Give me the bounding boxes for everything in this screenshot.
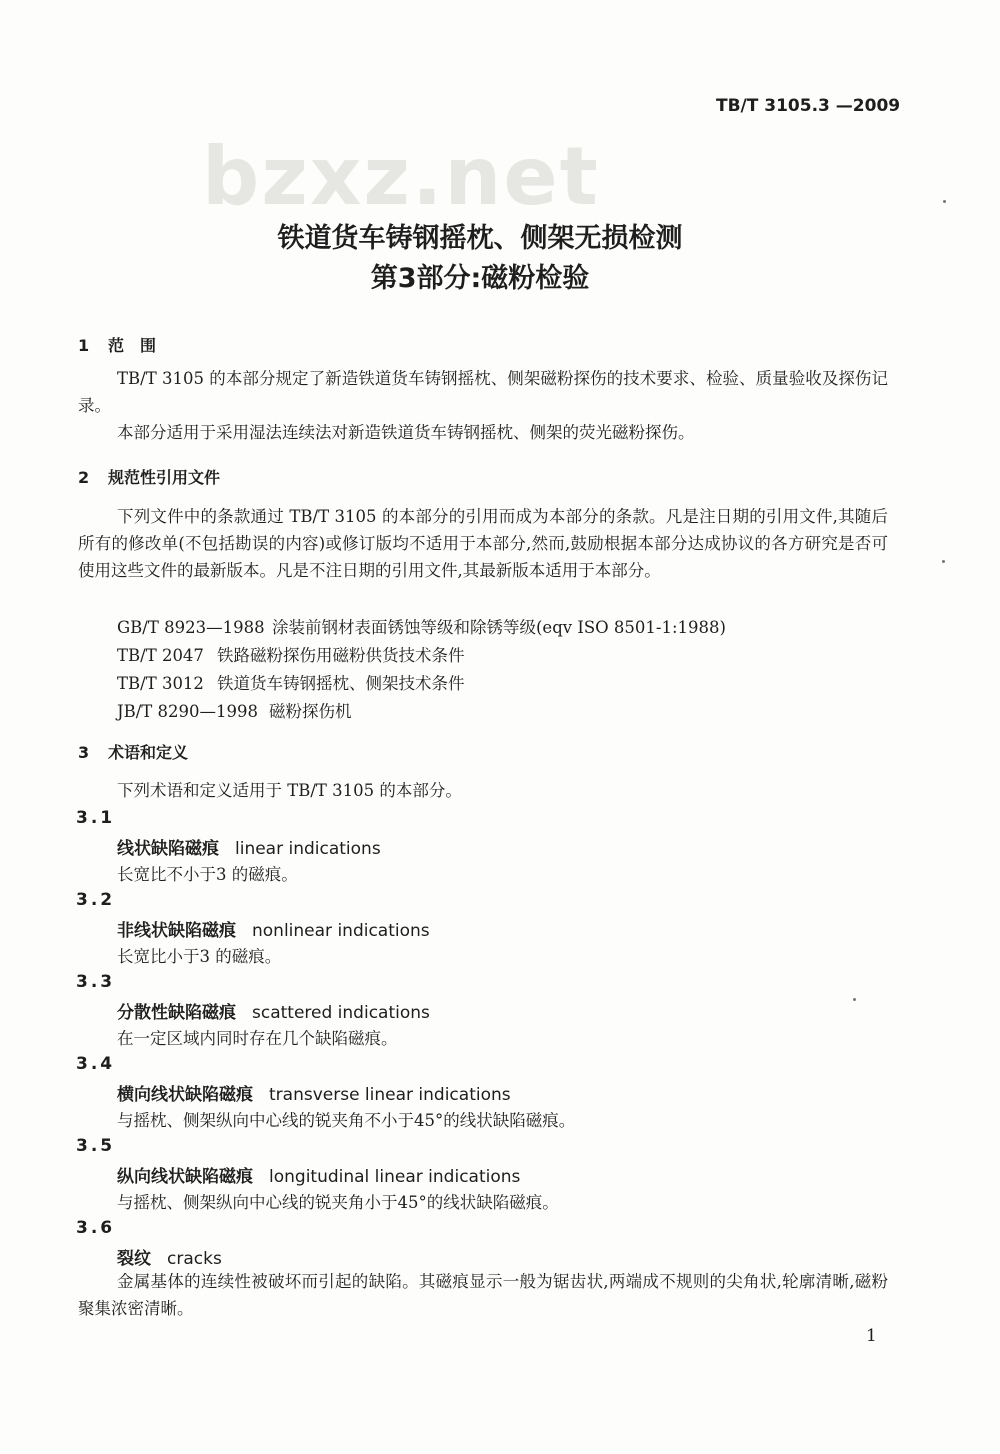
scan-speck — [943, 200, 946, 203]
term-chinese: 横向线状缺陷磁痕 — [117, 1085, 253, 1105]
term-definition: 金属基体的连续性被破坏而引起的缺陷。其磁痕显示一般为锯齿状,两端成不规则的尖角状,轮廓清晰,磁粉聚集浓密清晰。 — [78, 1272, 888, 1318]
clause-number: 3.1 — [76, 808, 116, 828]
section-number: 1 — [78, 336, 90, 355]
section-number: 3 — [78, 743, 90, 762]
reference-title: 铁道货车铸钢摇枕、侧架技术条件 — [217, 674, 465, 693]
term-english: linear indications — [235, 839, 381, 859]
section-title: 范 围 — [108, 336, 157, 355]
reference-code: TB/T 3012 — [117, 674, 204, 693]
reference-code: JB/T 8290—1998 — [117, 702, 259, 721]
reference-item — [117, 642, 465, 666]
term-english: cracks — [167, 1249, 222, 1269]
term-heading — [117, 1244, 222, 1269]
clause-number: 3.5 — [76, 1136, 116, 1156]
term-english: nonlinear indications — [252, 921, 430, 941]
term-heading — [117, 1162, 520, 1187]
term-heading — [117, 916, 430, 941]
reference-title: 磁粉探伤机 — [269, 702, 352, 721]
term-english: transverse linear indications — [269, 1085, 511, 1105]
term-definition: 在一定区域内同时存在几个缺陷磁痕。 — [117, 1029, 398, 1048]
reference-item — [117, 670, 465, 694]
term-definition: 长宽比不小于3 的磁痕。 — [117, 865, 298, 884]
section-1-paragraph-1: TB/T 3105 的本部分规定了新造铁道货车铸钢摇枕、侧架磁粉探伤的技术要求、检验、质量验收及探伤记录。 — [78, 369, 888, 415]
page-number: 1 — [866, 1326, 877, 1346]
term-chinese: 分散性缺陷磁痕 — [117, 1003, 236, 1023]
standard-code: TB/T 3105.3 —2009 — [716, 96, 901, 116]
section-2-paragraph: 下列文件中的条款通过 TB/T 3105 的本部分的引用而成为本部分的条款。凡是注日期的引用文件,其随后所有的修改单(不包括勘误的内容)或修订版均不适用于本部分,然而,鼓励根据本部分达成协议的各方研究是否可使用这些文件的最新版本。凡是不注日期的引用文件,其最新版本适用于本部分。 — [78, 507, 888, 580]
term-definition: 长宽比小于3 的磁痕。 — [117, 947, 282, 966]
scan-speck — [853, 998, 856, 1001]
term-heading — [117, 998, 430, 1023]
section-title: 术语和定义 — [108, 743, 189, 762]
section-title: 规范性引用文件 — [108, 468, 221, 487]
document-title-line2: 第3部分:磁粉检验 — [370, 263, 590, 294]
reference-item — [117, 698, 352, 722]
reference-code: TB/T 2047 — [117, 646, 204, 665]
scan-speck — [942, 560, 945, 563]
term-chinese: 纵向线状缺陷磁痕 — [117, 1167, 253, 1187]
section-2-heading — [78, 465, 220, 488]
section-number: 2 — [78, 468, 90, 487]
term-english: longitudinal linear indications — [269, 1167, 521, 1187]
section-1-heading — [78, 333, 156, 356]
clause-number: 3.3 — [76, 972, 116, 992]
term-chinese: 非线状缺陷磁痕 — [117, 921, 236, 941]
section-1-paragraph-2: 本部分适用于采用湿法连续法对新造铁道货车铸钢摇枕、侧架的荧光磁粉探伤。 — [117, 423, 695, 442]
reference-code: GB/T 8923—1988 — [117, 618, 265, 637]
watermark: bzxz.net — [202, 130, 600, 223]
term-english: scattered indications — [252, 1003, 430, 1023]
section-3-intro: 下列术语和定义适用于 TB/T 3105 的本部分。 — [117, 781, 462, 800]
document-title-line1: 铁道货车铸钢摇枕、侧架无损检测 — [277, 223, 683, 254]
reference-title: 涂装前钢材表面锈蚀等级和除锈等级(eqv ISO 8501-1:1988) — [272, 618, 726, 637]
clause-number: 3.4 — [76, 1054, 116, 1074]
term-definition: 与摇枕、侧架纵向中心线的锐夹角不小于45°的线状缺陷磁痕。 — [117, 1111, 576, 1130]
clause-number: 3.2 — [76, 890, 116, 910]
reference-item — [117, 614, 726, 638]
term-chinese: 线状缺陷磁痕 — [117, 839, 219, 859]
term-heading — [117, 834, 381, 859]
section-3-heading — [78, 740, 188, 763]
term-heading — [117, 1080, 511, 1105]
term-chinese: 裂纹 — [117, 1249, 151, 1269]
term-definition: 与摇枕、侧架纵向中心线的锐夹角小于45°的线状缺陷磁痕。 — [117, 1193, 559, 1212]
clause-number: 3.6 — [76, 1218, 116, 1238]
reference-title: 铁路磁粉探伤用磁粉供货技术条件 — [217, 646, 465, 665]
